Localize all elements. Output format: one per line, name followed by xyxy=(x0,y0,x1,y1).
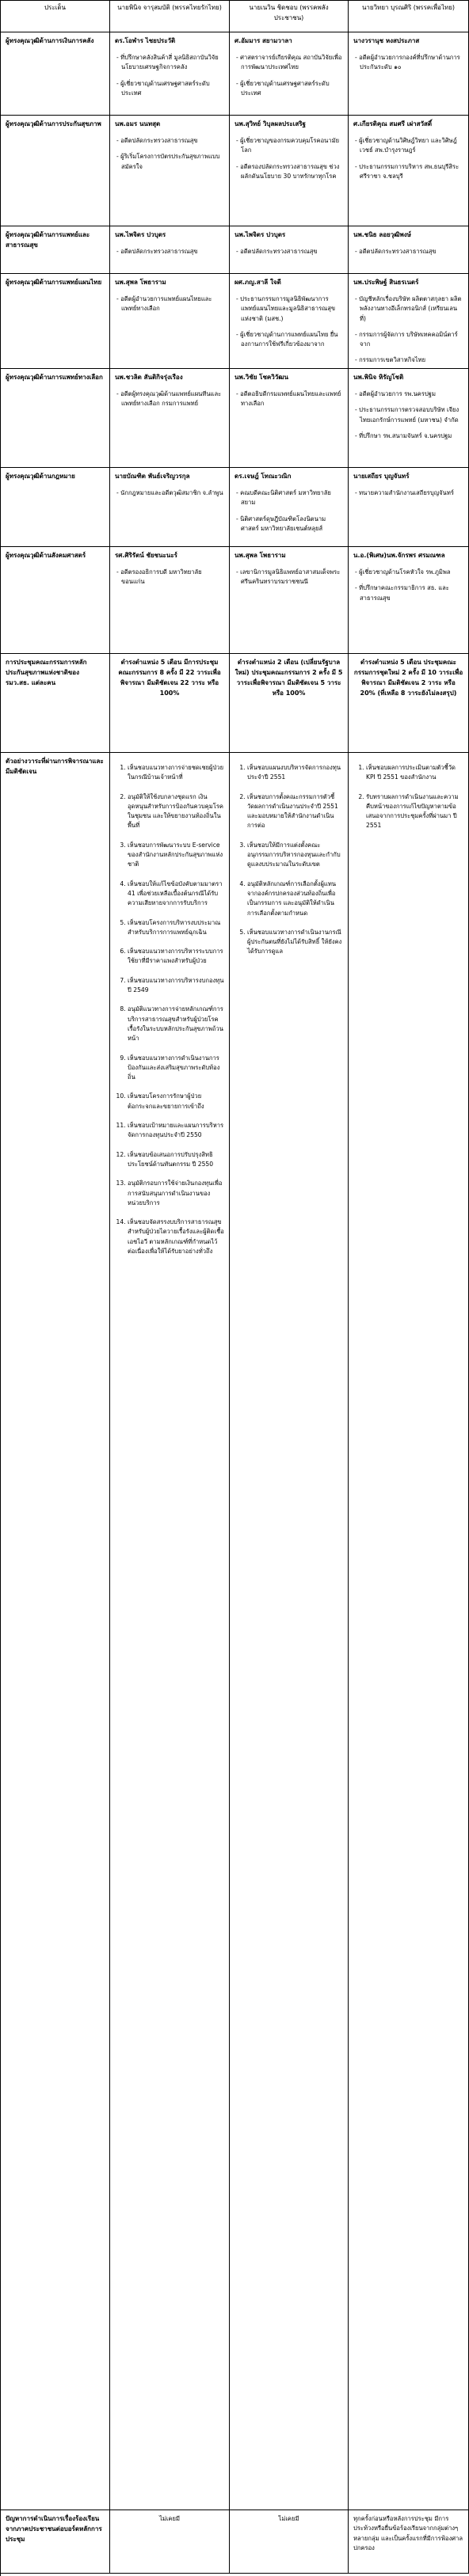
credential-item: - อดีตปลัดกระทรวงสาธารณสุข xyxy=(115,136,224,146)
agenda-item: 12. เห็นชอบข้อเสนอการปรับปรุงสิทธิประโยชน์ด้านทันตกรรม ปี 2550 xyxy=(128,1150,224,1170)
person-name: นายเสถียร บุญจันทร์ xyxy=(353,473,410,480)
detail-cell xyxy=(110,654,230,752)
detail-cell xyxy=(349,369,469,467)
detail-cell xyxy=(230,753,349,2510)
credential-item: - อดีตผู้อำนวยการแพทย์แผนไทยและแพทย์ทางเลือก xyxy=(115,294,224,314)
agenda-item: 1. เห็นชอบแนวทางการจ่ายชดเชยผู้ป่วยในกรณีบ้านเจ้าหน้าที่ xyxy=(128,763,224,783)
person-name: นพ.วิชัย โชควิวัฒน xyxy=(234,374,288,381)
credential-item: - ศาสตราจารย์เกียรติคุณ สถาบันวิจัยเพื่อการพัฒนาประเทศไทย xyxy=(234,53,343,73)
category-cell: ผู้ทรงคุณวุฒิด้านการประกันสุขภาพ xyxy=(1,116,110,226)
person-name: นพ.ชวลิต สันติกิจรุ่งเรือง xyxy=(115,374,183,381)
agenda-list xyxy=(353,763,463,831)
credential-item: - ประธานกรรมการบริหาร สพ.ธนบุรีสิระ ศรีราชา จ.ชลบุรี xyxy=(353,162,463,182)
detail-cell xyxy=(349,547,469,653)
agenda-list xyxy=(115,763,224,1256)
detail-cell xyxy=(230,468,349,546)
agenda-item: 3. เห็นชอบให้มีการแต่งตั้งคณะอนุกรรมการบริหารกองทุนและกำกับดูแลงบประมาณในระดับเขต xyxy=(247,841,343,870)
detail-cell xyxy=(230,654,349,752)
person-name: นพ.อมร นนทสุต xyxy=(115,120,161,127)
summary-text: ทุกครั้งก่อนหรือหลังการประชุม มีการประท้วงหรือยื่นข้อร้องเรียนจากกลุ่มต่างๆหลายกลุ่ม และเป็นครั้งแรกที่มีการฟ้องศาลปกครอง xyxy=(353,2515,463,2551)
agenda-item: 8. อนุมัติแนวทางการจ่ายหลักเกณฑ์การบริการสาธารณสุขสำหรับผู้ป่วยโรคเรื้อรังในระบบหลักประกันสุขภาพถ้วนหน้า xyxy=(128,1005,224,1043)
credential-item: - บัญชีหลักเรื่องบริษัท ผลิตตาสกุลยา ผลิตพลังงานทางอีเล็กทรอนิกส์ (เหรียนเลนที่) xyxy=(353,294,463,324)
agenda-item: 13. อนุมัติกรอบการใช้จ่ายเงินกองทุนเพื่อการสนับสนุนการดำเนินงานของหน่วยบริการ xyxy=(128,1179,224,1208)
detail-cell xyxy=(230,226,349,273)
credential-item: - ผู้เชี่ยวชาญด้านการแพทย์แผนไทย ยื่นองกานการใช้ฟรีเกี่ยวข้องมาจาก xyxy=(234,330,343,350)
summary-text: ดำรงตำแหน่ง 5 เดือน มีการประชุมคณะกรรมการ 8 ครั้ง มี 22 วาระเพื่อพิจารณา มีมติชัดเจน 22 วาระ หรือ 100% xyxy=(118,659,221,697)
category-cell: ปัญหาการดำเนินการเรื่องร้องเรียนจากภาคประชาชนต่อบอร์ดหลักการประชุม xyxy=(1,2510,110,2573)
detail-cell xyxy=(110,2510,230,2573)
credential-item: - อดีตอธิบดีกรมแพทย์แผนไทยและแพทย์ทางเลือก xyxy=(234,389,343,409)
detail-cell xyxy=(349,654,469,752)
agenda-item: 2. อนุมัติให้ใช้งบกลางชุดแรก เงินอุดหนุนสำหรับการป้องกันควบคุมโรคในชุมชน และให้ขยายงานท้องถิ่นในพื้นที่ xyxy=(128,792,224,831)
detail-cell xyxy=(349,2510,469,2573)
person-name: นพ.ไพจิตร ปวบุตร xyxy=(234,231,286,238)
detail-cell xyxy=(230,547,349,653)
detail-cell xyxy=(349,274,469,368)
section-row xyxy=(1,753,469,2510)
person-name: นพ.สุพล โพธาราม xyxy=(115,279,166,286)
credential-item: - อดีตปลัดกระทรวงสาธารณสุข xyxy=(115,247,224,256)
detail-cell xyxy=(110,226,230,273)
detail-cell xyxy=(349,32,469,115)
category-cell: ผู้ทรงคุณวุฒิด้านการเงินการคลัง xyxy=(1,32,110,115)
header-cell: นายวิทยา บุรณศิริ (พรรคเพื่อไทย) xyxy=(349,1,469,32)
section-row xyxy=(1,369,469,468)
person-name: นพ.พินิจ หิรัญโชติ xyxy=(353,374,404,381)
agenda-item: 11. เห็นชอบเป้าหมายและแผนการบริหารจัดการกองทุนประจำปี 2550 xyxy=(128,1121,224,1141)
credential-item: - อดีตปลัดกระทรวงสาธารณสุข xyxy=(234,247,343,256)
detail-cell xyxy=(230,2510,349,2573)
category-cell: ตัวอย่างวาระที่ผ่านการพิจารณาและมีมติชัดเจน xyxy=(1,753,110,2510)
header-cell: นายเนวิน ชิดชอบ (พรรคพลังประชาชน) xyxy=(230,1,349,32)
summary-text: ไม่เคยมี xyxy=(278,2515,299,2522)
credential-item: - เลขานิการมูลนิธิแพทย์อาสาสมเด็จพระศรีนครินทราบรมราชชนนี xyxy=(234,568,343,587)
section-row xyxy=(1,2510,469,2574)
detail-cell xyxy=(110,32,230,115)
agenda-item: 2. เห็นชอบการตั้งคณะกรรมการตัวชี้วัดผลการดำเนินงานประจำปี 2551 และมอบหมายให้สำนักงานดำเนินการต่อ xyxy=(247,792,343,831)
credential-item: - อดีตผู้ทรงคุณวุฒิด้านแพทย์แผนทีนและแพทย์ทางเลือก กรมการแพทย์ xyxy=(115,389,224,409)
detail-cell xyxy=(230,116,349,226)
detail-cell xyxy=(230,369,349,467)
agenda-item: 3. เห็นชอบการพัฒนาระบบ E-service ของสำนักงานหลักประกันสุขภาพแห่งชาติ xyxy=(128,841,224,870)
credential-item: - ทนายความสำนักงานเสถียรบุญจันทร์ xyxy=(353,488,463,498)
detail-cell xyxy=(110,274,230,368)
person-name: ดร.โอฬาร ไชยประวัติ xyxy=(115,37,176,44)
credential-item: - กรรมการผู้จัดการ บริษัทเทคคอมิน์ตาร์จาก xyxy=(353,330,463,350)
credential-item: - ที่ปรึกษาคลังสินค้าสี่ มูลนิธิสถาบันวิจัยนโยบายเศรษฐกิจการคลัง xyxy=(115,53,224,73)
credential-item: - กรรมการเขตวิสาหกิจไทย xyxy=(353,355,463,365)
person-name: นายบัณฑิต พันธ์เจริญวรกุล xyxy=(115,473,190,480)
section-row xyxy=(1,32,469,116)
category-cell: ผู้ทรงคุณวุฒิด้านสังคมศาสตร์ xyxy=(1,547,110,653)
credential-item: - ผู้เชี่ยวชาญด้านเศรษฐศาสตร์ระดับประเทศ xyxy=(234,79,343,99)
person-name: นพ.ไพจิตร ปวบุตร xyxy=(115,231,166,238)
credential-item: - ประธานกรรมการมูลนิธิพัฒนาการแพทย์แผนไทยและมูลนิธิสาธารณสุขแห่งชาติ (มสช.) xyxy=(234,294,343,324)
detail-cell xyxy=(230,32,349,115)
agenda-item: 4. เห็นชอบให้แก้ไขข้อบังคับตามมาตรา 41 เพื่อช่วยเหลือเบื้องต้นกรณีได้รับความเสียหายจากการรับบริการ xyxy=(128,880,224,909)
credential-item: - นิติศาสตร์ดุษฎีบัณฑิตโลงนิตนามศาสตร์ มหาวิทยาลัยเชนต์หลุยส์ xyxy=(234,515,343,534)
detail-cell xyxy=(110,369,230,467)
credential-item: - ผู้เชี่ยวชาญด้านเศรษฐศาสตร์ระดับประเทศ xyxy=(115,79,224,99)
detail-cell xyxy=(349,753,469,2510)
credential-item: - ผู้ริเริ่มโครงการบัตรประกันสุขภาพแบบสมัครใจ xyxy=(115,152,224,172)
agenda-item: 6. เห็นชอบแนวทางการบริหารระบบการใช้ยาที่มีราคาแพงสำหรับผู้ป่วย xyxy=(128,947,224,967)
detail-cell xyxy=(110,116,230,226)
agenda-item: 5. เห็นชอบแนวทางการดำเนินงานกรณีผู้ประกันตนที่ยังไม่ได้รับสิทธิ์ ให้ยังคงได้รับการดูแล xyxy=(247,928,343,957)
person-name: นพ.สุวิทย์ วิบุลผลประเสริฐ xyxy=(234,120,306,127)
credential-item: - ที่ปรึกษา รพ.สนามจันทร์ จ.นครปฐม xyxy=(353,431,463,441)
header-cell: ประเด็น xyxy=(1,1,110,32)
credential-item: - ผู้เชี่ยวชาญด้านวิศิษฎ์วิทยา และวิศิษฎ์เวชธ์ สพ.บำรุงราษฎร์ xyxy=(353,136,463,156)
category-cell: การประชุมคณะกรรมการหลักประกันสุขภาพแห่งชาติของ รมว.สธ. แต่ละคน xyxy=(1,654,110,752)
person-name: ดร.เจษฎ์ โทณะวณิก xyxy=(234,473,292,480)
section-row xyxy=(1,226,469,274)
person-name: นพ.สุพล โพธาราม xyxy=(234,552,286,559)
agenda-item: 2. รับทราบผลการดำเนินงานและความคืบหน้าของการแก้ไขปัญหาตามข้อเสนอจากการประชุมครั้งที่ผ่านมา ปี 2551 xyxy=(366,792,463,831)
agenda-list xyxy=(234,763,343,957)
person-name: ผศ.ภญ.สาลี ใจดี xyxy=(234,279,281,286)
agenda-item: 1. เห็นชอบแผนงบบริหารจัดการกองทุนประจำปี 2551 xyxy=(247,763,343,783)
credential-item: - อดีตรองปลัดกระทรวงสาธารณสุข ช่วงผลักดันนโยบาย 30 บาทรักษาทุกโรค xyxy=(234,162,343,182)
summary-text: ดำรงตำแหน่ง 5 เดือน ประชุมคณะกรรมการชุดใหม่ 2 ครั้ง มี 10 วาระเพื่อพิจารณา มีมติชัดเจน 2 วาระ หรือ 20% (ที่เหลือ 8 วาระยังไม่ลงสรุป) xyxy=(353,659,463,697)
agenda-item: 7. เห็นชอบแนวทางการบริหารงบกองทุน ปี 2549 xyxy=(128,976,224,996)
agenda-item: 4. อนุมัติหลักเกณฑ์การเลือกตั้งผู้แทนจากองค์กรปกครองส่วนท้องถิ่นเพื่อเป็นกรรมการ และอนุมัติให้ดำเนินการเลือกตั้งตามกำหนด xyxy=(247,880,343,918)
summary-text: ดำรงตำแหน่ง 2 เดือน (เปลี่ยนรัฐบาลใหม่) ประชุมคณะกรรมการ 2 ครั้ง มี 5 วาระเพื่อพิจารณา มีมติชัดเจน 5 วาระ หรือ 100% xyxy=(234,659,343,697)
section-row xyxy=(1,547,469,654)
header-row xyxy=(1,1,469,32)
detail-cell xyxy=(349,468,469,546)
credential-item: - อดีตผู้อำนวยการกองค์ที่ปรึกษาด้านการประกันระดับ ๑๐ xyxy=(353,53,463,73)
person-name: นพ.ชนิธ ลอยวุฒิพงษ์ xyxy=(353,231,411,238)
person-name: นางวรานุช หงสประภาส xyxy=(353,37,420,44)
detail-cell xyxy=(349,226,469,273)
agenda-item: 14. เห็นชอบจัดสรรงบบริการสาธารณสุขสำหรับผู้ป่วยไตวายเรื้อรังและผู้ติดเชื้อ เอชไอวี ตามหลักเกณฑ์ที่กำหนดไว้ต่อเนื่องเพื่อให้ได้รับยาอย่างทั่วถึง xyxy=(128,1218,224,1256)
credential-item: - ผู้เชี่ยวชาญของกรมควบคุมโรคอนามัยโลก xyxy=(234,136,343,156)
credential-item: - ประธานกรรมการตรวจสอบบริษัท เจียงไทยเอกรักษ์การแพทย์ (มหาชน) จำกัด xyxy=(353,405,463,425)
summary-text: ไม่เคยมี xyxy=(159,2515,180,2522)
category-cell: ผู้ทรงคุณวุฒิด้านการแพทย์ทางเลือก xyxy=(1,369,110,467)
agenda-item: 9. เห็นชอบแนวทางการดำเนินงานการป้องกันและส่งเสริมสุขภาพระดับท้องถิ่น xyxy=(128,1054,224,1083)
credential-item: - อดีตปลัดกระทรวงสาธารณสุข xyxy=(353,247,463,256)
credential-item: - นักกฎหมายและอดีตวุฒิสมาชิก จ.ลำพูน xyxy=(115,488,224,498)
person-name: ศ.อัมมาร สยามวาลา xyxy=(234,37,292,44)
credential-item: - ผู้เชี่ยวชาญด้านโรคหัวใจ รพ.ภูมิพล xyxy=(353,568,463,577)
header-cell: นายพินิจ จารุสมบัติ (พรรคไทยรักไทย) xyxy=(110,1,230,32)
person-name: ศ.เกียรติคุณ สมศรี เผ่าสวัสดิ์ xyxy=(353,120,433,127)
agenda-item: 1. เห็นชอบผลการประเมินตามตัวชี้วัด KPI ปี 2551 ของสำนักงาน xyxy=(366,763,463,783)
credential-item: - ที่ปรึกษาคณะกรรมาธิการ สธ. และ สาธารณสุข xyxy=(353,583,463,603)
section-row xyxy=(1,116,469,226)
category-cell: ผู้ทรงคุณวุฒิด้านกฎหมาย xyxy=(1,468,110,546)
category-cell: ผู้ทรงคุณวุฒิด้านการแพทย์และสาธารณสุข xyxy=(1,226,110,273)
credential-item: - อดีตรองอธิการบดี มหาวิทยาลัยขอนแก่น xyxy=(115,568,224,587)
detail-cell xyxy=(230,274,349,368)
category-cell: ผู้ทรงคุณวุฒิด้านการแพทย์แผนไทย xyxy=(1,274,110,368)
person-name: นพ.ประพิษฐ์ สินธรเนตร์ xyxy=(353,279,419,286)
detail-cell xyxy=(349,116,469,226)
detail-cell xyxy=(110,468,230,546)
section-row xyxy=(1,274,469,369)
detail-cell xyxy=(110,753,230,2510)
person-name: น.อ.(พิเศษ)นพ.จักรพร ศรมณฑล xyxy=(353,552,445,559)
credential-item: - อดีตผู้อำนวยการ รพ.นครปฐม xyxy=(353,389,463,399)
detail-cell xyxy=(110,547,230,653)
credential-item: - คณบดีคณะนิติศาสตร์ มหาวิทยาลัยสยาม xyxy=(234,488,343,508)
agenda-item: 10. เห็นชอบโครงการรักษาผู้ป่วยต้อกระจกและขยายการเข้าถึง xyxy=(128,1092,224,1111)
agenda-item: 5. เห็นชอบโครงการบริหารงบประมาณสำหรับบริการการแพทย์ฉุกเฉิน xyxy=(128,918,224,938)
person-name: รศ.ศิริรัตน์ ชัยชนะนะร์ xyxy=(115,552,177,559)
section-row xyxy=(1,654,469,753)
section-row xyxy=(1,468,469,547)
